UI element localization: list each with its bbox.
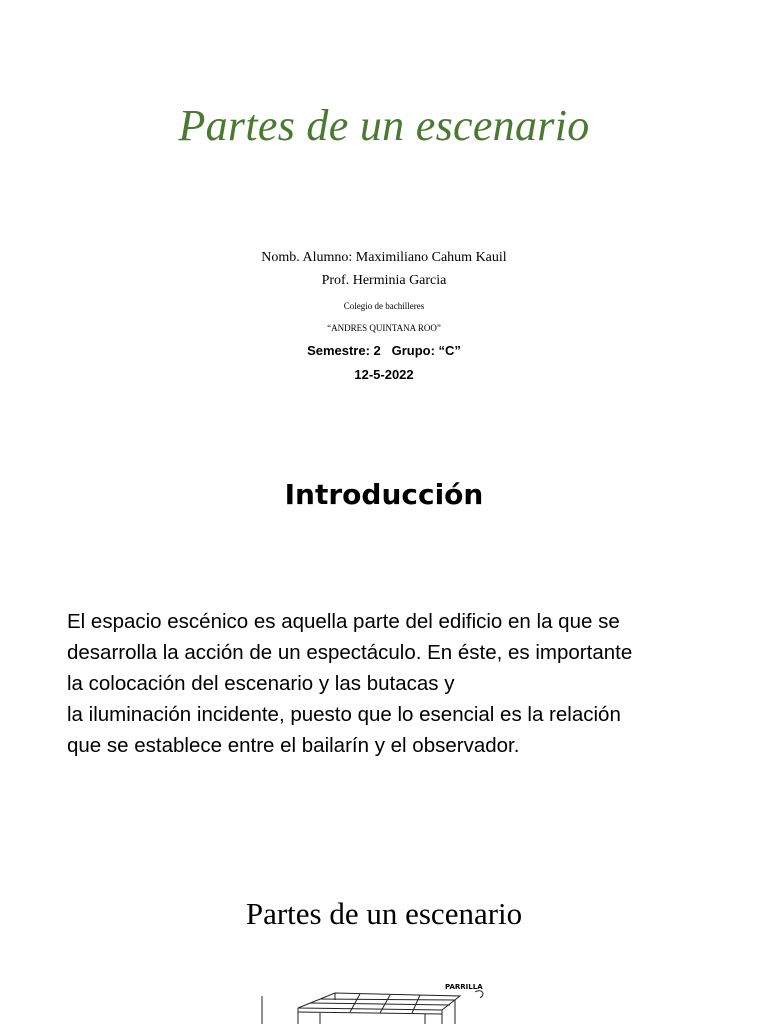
stage-grid-drawing [298, 991, 483, 1024]
intro-heading: Introducción [284, 478, 484, 511]
school-label: Colegio de bachilleres [343, 301, 425, 311]
professor-name: Prof. Herminia Garcia [321, 273, 447, 288]
school-name: “ANDRES QUINTANA ROO” [327, 323, 441, 333]
intro-line: la colocación del escenario y las butacas y [67, 672, 455, 695]
parrilla-label: PARRILLA [445, 983, 483, 991]
intro-paragraph [67, 606, 747, 761]
intro-line: desarrolla la acción de un espectáculo. En éste, es importante [67, 641, 633, 664]
section-heading: Partes de un escenario [245, 896, 523, 931]
intro-line: la iluminación incidente, puesto que lo esencial es la relación [67, 703, 621, 726]
intro-line: que se establece entre el bailarín y el observador. [67, 734, 520, 757]
semester-group: Semestre: 2 Grupo: “C” [307, 343, 461, 358]
student-name: Nomb. Alumno: Maximiliano Cahum Kauil [261, 250, 507, 265]
intro-line: El espacio escénico es aquella parte del edificio en la que se [67, 610, 620, 633]
document-title: Partes de un escenario [178, 101, 590, 150]
stage-diagram [250, 978, 520, 1024]
document-date: 12-5-2022 [354, 367, 414, 382]
